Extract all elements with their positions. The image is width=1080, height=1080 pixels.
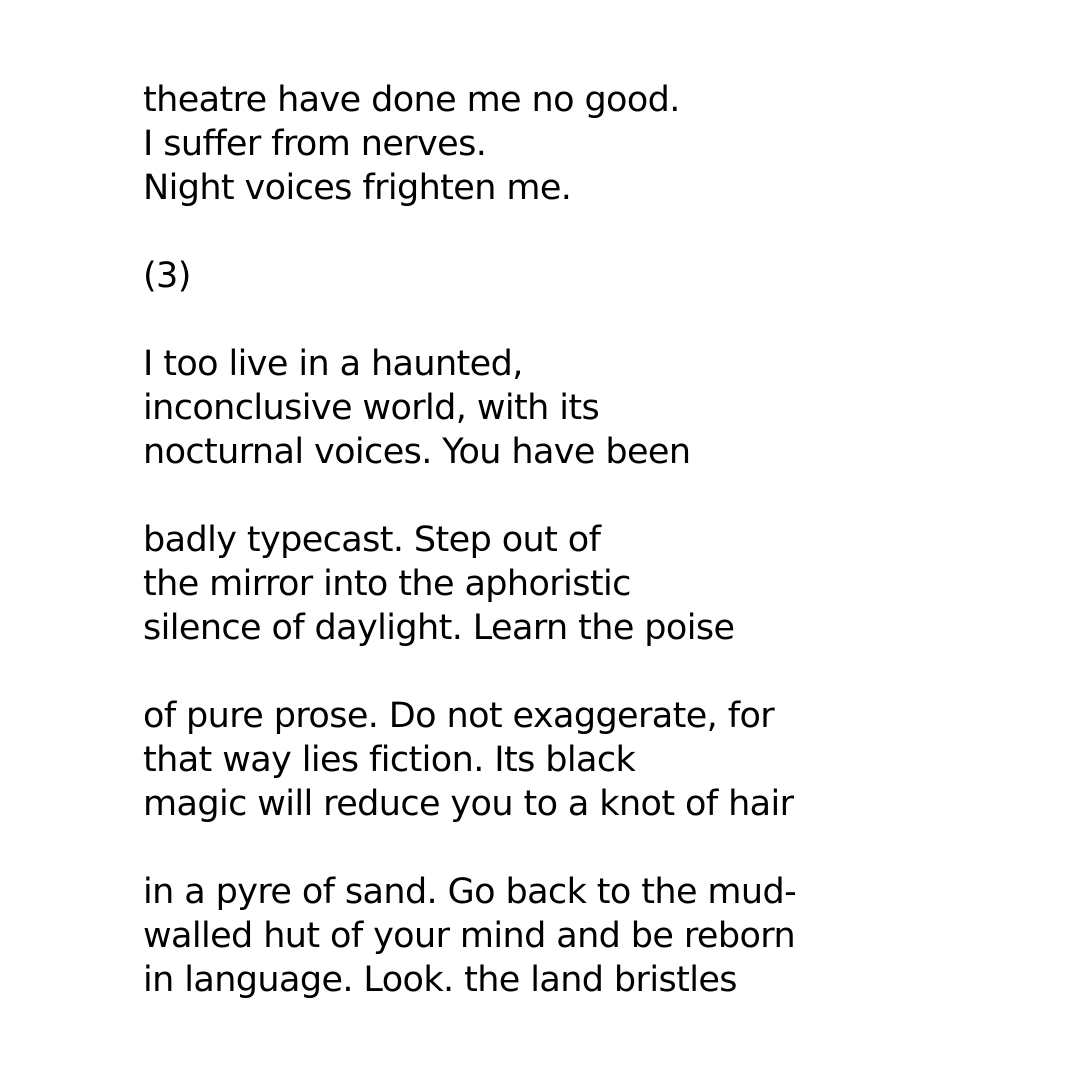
stanza-3	[143, 518, 1043, 650]
stanza-5	[143, 870, 1043, 1002]
poem-line: in language. Look. the land bristles	[143, 960, 737, 1000]
poem-line: walled hut of your mind and be reborn	[143, 916, 796, 956]
poem-page	[143, 78, 1043, 1046]
poem-line: theatre have done me no good.	[143, 80, 680, 120]
poem-line: Night voices frighten me.	[143, 168, 572, 208]
stanza-2	[143, 342, 1043, 474]
poem-line: nocturnal voices. You have been	[143, 432, 691, 472]
poem-line: magic will reduce you to a knot of hair	[143, 784, 794, 824]
section-number	[143, 254, 1043, 298]
poem-line: silence of daylight. Learn the poise	[143, 608, 735, 648]
poem-line: badly typecast. Step out of	[143, 520, 601, 560]
poem-line: I too live in a haunted,	[143, 344, 523, 384]
poem-line: I suffer from nerves.	[143, 124, 487, 164]
stanza-4	[143, 694, 1043, 826]
poem-line: of pure prose. Do not exaggerate, for	[143, 696, 775, 736]
poem-line: the mirror into the aphoristic	[143, 564, 631, 604]
poem-line: inconclusive world, with its	[143, 388, 600, 428]
stanza-1	[143, 78, 1043, 210]
poem-line: in a pyre of sand. Go back to the mud-	[143, 872, 797, 912]
poem-line: that way lies fiction. Its black	[143, 740, 636, 780]
section-number-label: (3)	[143, 256, 191, 296]
